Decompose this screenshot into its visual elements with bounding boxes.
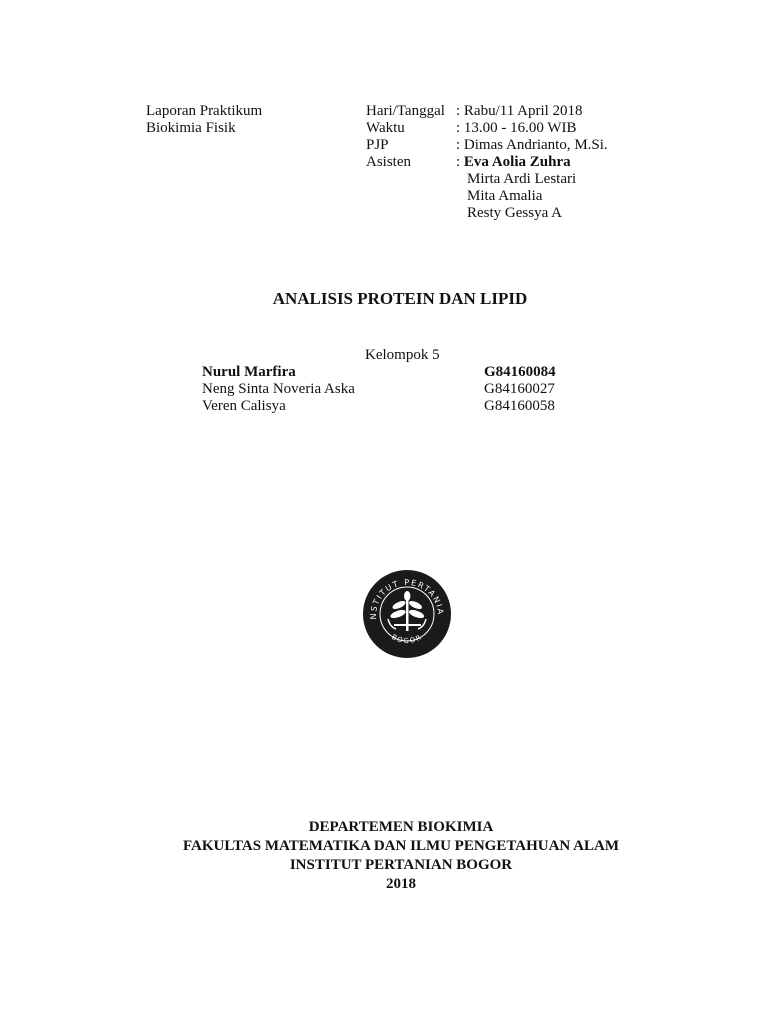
assistant-label: Asisten: [366, 154, 411, 170]
assistant-name: Mirta Ardi Lestari: [467, 171, 577, 187]
member-id: G84160027: [484, 381, 555, 397]
member-name: Veren Calisya: [202, 398, 286, 414]
date-value: : Rabu/11 April 2018: [456, 103, 583, 119]
time-label: Waktu: [366, 120, 405, 136]
report-type: Laporan Praktikum: [146, 103, 263, 119]
seal-text-bottom: BOGOR: [390, 632, 424, 646]
pjp-value: : Dimas Andrianto, M.Si.: [456, 137, 608, 153]
assistant-name: Mita Amalia: [467, 188, 543, 204]
course-name: Biokimia Fisik: [146, 120, 236, 136]
assistant-value: [456, 154, 571, 171]
pjp-label: PJP: [366, 137, 389, 153]
ipb-seal-icon: [362, 569, 452, 659]
assistant-colon: :: [456, 154, 464, 170]
faculty-name: FAKULTAS MATEMATIKA DAN ILMU PENGETAHUAN ALAM: [183, 838, 619, 854]
group-label: Kelompok 5: [365, 347, 440, 363]
seal-text-top: NSTITUT PERTANIA: [368, 577, 446, 620]
document-title: ANALISIS PROTEIN DAN LIPID: [272, 289, 528, 308]
assistant-name: Resty Gessya A: [467, 205, 562, 221]
institution-name: INSTITUT PERTANIAN BOGOR: [289, 857, 513, 873]
year: 2018: [386, 876, 416, 892]
department-name: DEPARTEMEN BIOKIMIA: [308, 819, 494, 835]
member-name: Neng Sinta Noveria Aska: [202, 381, 355, 397]
member-name: Nurul Marfira: [202, 364, 296, 380]
institution-footer: [0, 818, 768, 894]
assistant-main-name: Eva Aolia Zuhra: [463, 154, 571, 170]
date-label: Hari/Tanggal: [366, 103, 445, 119]
member-id: G84160084: [484, 364, 556, 380]
time-value: : 13.00 - 16.00 WIB: [456, 120, 577, 136]
member-id: G84160058: [484, 398, 555, 414]
ipb-seal-svg: [362, 569, 452, 659]
